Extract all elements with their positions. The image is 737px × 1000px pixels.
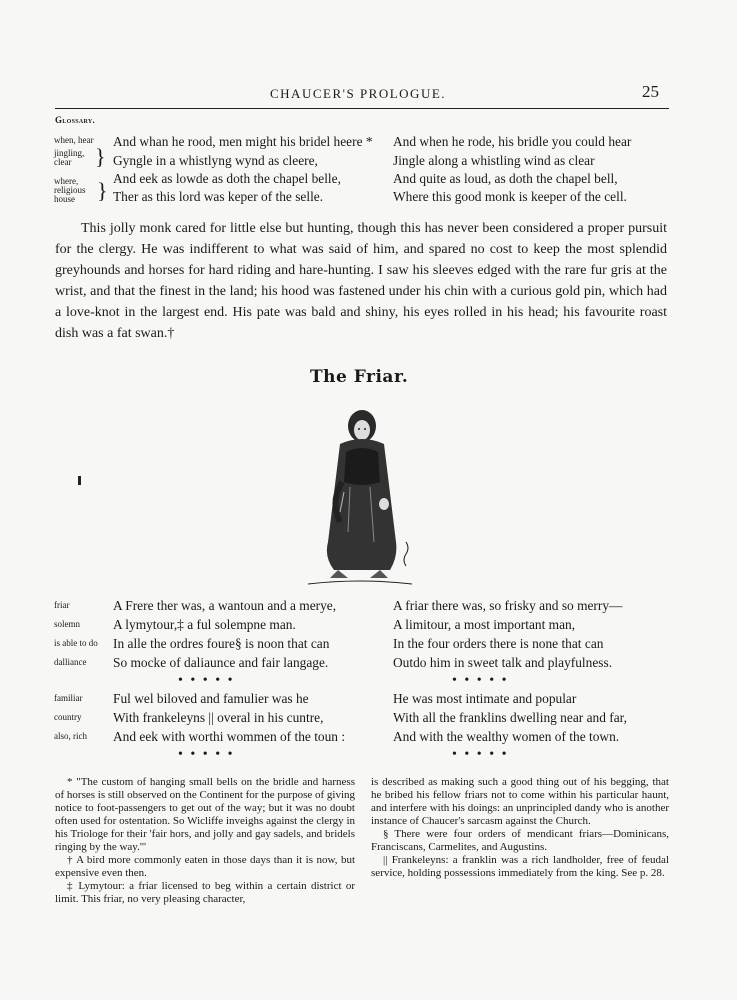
gloss-brace: }	[95, 144, 106, 169]
verse-modern: And when he rode, his bridle you could hear	[393, 134, 632, 149]
friar-illustration	[300, 392, 420, 592]
gloss-note: dalliance	[54, 657, 87, 667]
ellipsis-dots: • • • • •	[178, 747, 235, 762]
gloss-note: when, hear	[54, 135, 94, 145]
gloss-note: friar	[54, 600, 70, 610]
gloss-note: country	[54, 712, 82, 722]
footnote: || Frankeleyns: a franklin was a rich landholder, free of feudal service, holding possessions immediately from the king. See p. 28.	[371, 854, 669, 879]
verse-modern: In the four orders there is none that can	[393, 636, 604, 651]
glossary-heading: Glossary.	[55, 115, 96, 125]
prose-paragraph: This jolly monk cared for little else but hunting, though this has never been considered a proper pursuit for the clergy. He was indifferent to what was said of him, and spared no cost to keep the most splendid greyhounds and horses for hard riding and hare-hunting. I saw his sleeves edged with the rare fur gris at the wrist, and that the finest in the land; his hood was fastened under his chin with a curious gold pin, which had a love-knot in the largest end. His pate was bald and shiny, his eyes rolled in his head; his favourite roast dish was a fat swan.†	[55, 221, 667, 341]
footnote: § There were four orders of mendicant friars—Dominicans, Franciscans, Carmelites, and Augustins.	[371, 828, 669, 853]
footnote: † A bird more commonly eaten in those days than it is now, but expensive even then.	[55, 854, 355, 879]
print-mark	[78, 476, 81, 485]
footnote: * "The custom of hanging small bells on the bridle and harness of horses is still observed on the Continent for the purpose of giving notice to foot-passengers to get out of the way; but it was no doubt often used for ostentation. So Wicliffe inveighs against the clergy in his Triologe for their 'fair hors, and jolly and gay sadels, and bridels ringing by the way.'"	[55, 776, 356, 853]
gloss-note: where, religious house	[54, 176, 86, 204]
page-number: 25	[642, 82, 659, 101]
gloss-note: solemn	[54, 619, 80, 629]
verse-modern: Outdo him in sweet talk and playfulness.	[393, 655, 613, 670]
header-rule	[55, 108, 669, 109]
footnotes-right	[371, 776, 669, 880]
running-header: CHAUCER'S PROLOGUE.	[270, 86, 447, 101]
verse-modern: A limitour, a most important man,	[393, 617, 576, 632]
verse-modern: Where this good monk is keeper of the cell.	[393, 189, 627, 204]
footnotes-left	[55, 776, 355, 906]
gloss-note: jingling, clear	[54, 148, 85, 167]
ellipsis-dots: • • • • •	[452, 747, 509, 762]
gloss-note: also, rich	[54, 731, 87, 741]
verse-modern: Jingle along a whistling wind as clear	[393, 153, 595, 168]
footnote: is described as making such a good thing out of his begging, that he bribed his fellow friars not to come within his particular haunt, and interfere with his doings: an unprincipled dandy who is another instance of Chaucer's sarcasm against the Church.	[371, 776, 669, 827]
verse-old: And eek with worthi wommen of the toun :	[113, 729, 346, 744]
verse-old: Ther as this lord was keper of the selle.	[113, 189, 324, 204]
gloss-note: familiar	[54, 693, 83, 703]
verse-old: In alle the ordres foure§ is noon that can	[113, 636, 330, 651]
section-title: The Friar.	[310, 367, 409, 387]
footnote: ‡ Lymytour: a friar licensed to beg within a certain district or limit. This friar, no very pleasing character,	[55, 880, 355, 905]
gloss-brace: }	[97, 178, 108, 203]
verse-modern: And with the wealthy women of the town.	[393, 729, 620, 744]
verse-old: And eek as lowde as doth the chapel belle,	[113, 171, 341, 186]
gloss-note: is able to do	[54, 638, 98, 648]
verse-old: A lymytour,‡ a ful solempne man.	[113, 617, 296, 632]
verse-modern: He was most intimate and popular	[393, 691, 577, 706]
verse-old: With frankeleyns || overal in his cuntre,	[113, 710, 324, 725]
verse-old: Ful wel biloved and famulier was he	[113, 691, 309, 706]
verse-old: And whan he rood, men might his bridel heere *	[113, 134, 373, 149]
verse-modern: A friar there was, so frisky and so merry—	[393, 598, 623, 613]
ellipsis-dots: • • • • •	[178, 673, 235, 688]
ellipsis-dots: • • • • •	[452, 673, 509, 688]
verse-modern: With all the franklins dwelling near and far,	[393, 710, 627, 725]
verse-old: So mocke of daliaunce and fair langage.	[113, 655, 329, 670]
verse-old: A Frere ther was, a wantoun and a merye,	[113, 598, 337, 613]
verse-modern: And quite as loud, as doth the chapel bell,	[393, 171, 618, 186]
verse-old: Gyngle in a whistlyng wynd as cleere,	[113, 153, 318, 168]
